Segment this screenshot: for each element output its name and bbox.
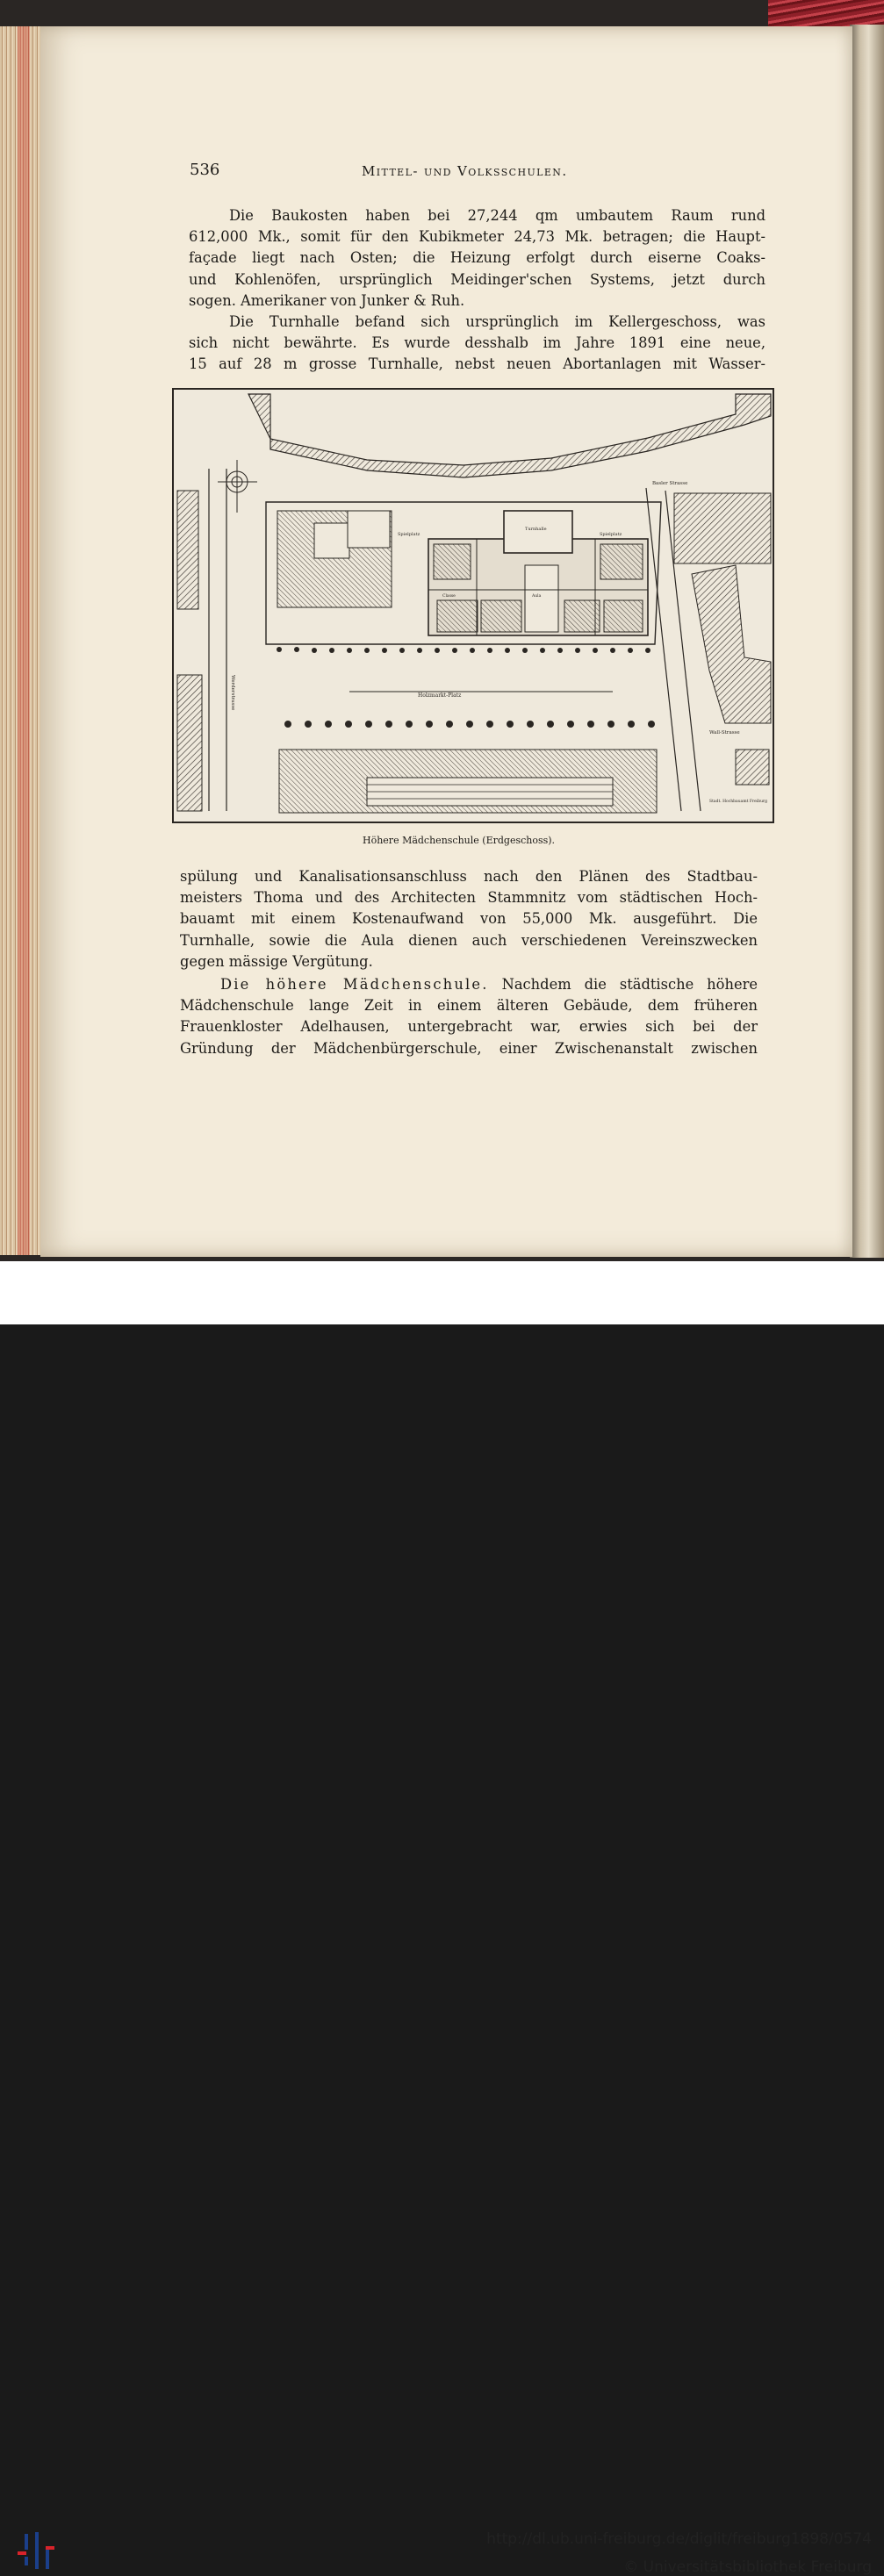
paragraph-construction (180, 866, 758, 972)
page-edges-left (0, 26, 46, 1255)
paragraph-girls-school (180, 974, 758, 1059)
viewer-footer (0, 1261, 884, 2576)
text-line: 612,000 Mk., somit für den Kubikmeter 24,73 Mk. betragen; die Haupt- (189, 228, 765, 246)
label-platz: Holzmarkt-Platz (418, 692, 462, 699)
text-line: façade liegt nach Osten; die Heizung erfolgt durch eiserne Coaks- (189, 249, 765, 267)
hatched-building-right-mid (692, 565, 771, 723)
hatched-building-right-lower (736, 750, 769, 785)
permalink-url[interactable]: http://dl.ub.uni-freiburg.de/diglit/freiburg1898/0574 (486, 2530, 872, 2548)
label-playground-left: Spielplatz (398, 532, 420, 537)
label-aula: Aula (532, 594, 542, 599)
text-line: Die Baukosten haben bei 27,244 qm umbautem Raum rund (229, 207, 765, 224)
label-street-right: Wall-Strasse (709, 730, 740, 735)
site-plan-drawing (174, 390, 773, 822)
label-street-left: Werderstrasse (230, 675, 235, 711)
tree-row-lower (284, 721, 655, 728)
hatched-building-left-lower (177, 675, 202, 811)
text-line: bauamt mit einem Kostenaufwand von 55,000 Mk. ausgeführt. Die (180, 910, 758, 928)
text-line: Die Turnhalle befand sich ursprünglich im Kellergeschoss, was (229, 313, 765, 330)
text-line: Mädchenschule lange Zeit in einem älteren Gebäude, dem früheren (180, 997, 758, 1015)
compass-rose (218, 460, 257, 513)
text-line: sogen. Amerikaner von Junker & Ruh. (189, 291, 465, 309)
tree-row-upper (277, 647, 650, 653)
text-line: Frauenkloster Adelhausen, untergebracht war, erwies sich bei der (180, 1018, 758, 1036)
text-line: und Kohlenöfen, ursprünglich Meidinger'schen Systems, jetzt durch (189, 270, 765, 288)
paragraph-gym (189, 312, 765, 376)
text-line: sich nicht bewährte. Es wurde desshalb im Jahre 1891 eine neue, (189, 334, 765, 352)
section-lead: Die höhere Mädchenschule. (220, 976, 489, 993)
text-line: spülung und Kanalisationsanschluss nach den Plänen des Stadtbau- (180, 868, 758, 885)
page-number: 536 (190, 161, 220, 179)
text-line: gegen mässige Vergütung. (180, 952, 373, 970)
paragraph-costs (189, 205, 765, 312)
label-street-top: Basler Strasse (652, 481, 688, 486)
text-line: 15 auf 28 m grosse Turnhalle, nebst neuen Abortanlagen mit Wasser- (189, 355, 765, 373)
text-line: meisters Thoma und des Architecten Stammnitz vom städtischen Hoch- (180, 889, 758, 907)
label-playground-right: Spielplatz (600, 532, 622, 537)
hatched-building-left-upper (177, 491, 198, 609)
figure-caption: Höhere Mädchenschule (Erdgeschoss). (363, 835, 556, 846)
text-line: Gründung der Mädchenbürgerschule, einer Zwischenanstalt zwischen (180, 1039, 758, 1057)
hatched-building-top (248, 394, 771, 477)
label-classroom: Classe (442, 594, 456, 599)
book-gutter (850, 25, 884, 1258)
scanned-book-page (0, 0, 884, 1261)
library-logo-icon (18, 2530, 56, 2571)
text-line: Turnhalle, sowie die Aula dienen auch verschiedenen Vereinszwecken (180, 931, 758, 949)
text-line (180, 974, 758, 995)
text-fragment: Nachdem die städtische höhere (488, 976, 758, 993)
running-head: Mittel- und Volksschulen. (362, 163, 568, 179)
label-gym: Turnhalle (525, 527, 547, 532)
hatched-building-right-upper (674, 493, 771, 563)
copyright-notice: © Universitätsbibliothek Freiburg (623, 2558, 872, 2576)
label-signature: Stadt. Hochbauamt Freiburg (709, 800, 768, 804)
site-plan-figure (172, 388, 774, 823)
